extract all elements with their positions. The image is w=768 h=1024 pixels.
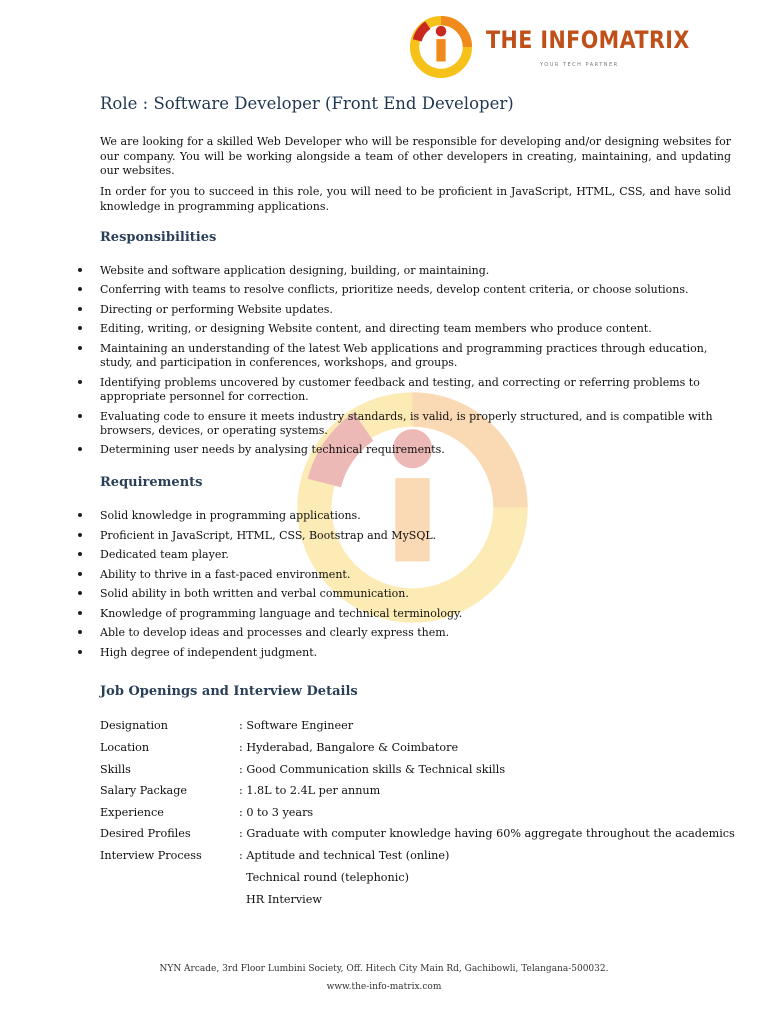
table-row: HR Interview xyxy=(246,893,322,906)
bullet-icon xyxy=(78,380,82,384)
bullet-icon xyxy=(78,552,82,556)
table-row: Skills : Good Communication skills & Technical skills xyxy=(100,763,506,776)
logo-tagline: YOUR TECH PARTNER xyxy=(540,62,619,68)
bullet-icon xyxy=(78,268,82,272)
bullet-icon xyxy=(78,326,82,330)
bullet-icon xyxy=(78,650,82,654)
logo-wordmark: THE INFOMATRIX xyxy=(486,26,690,54)
table-row: Location : Hyderabad, Bangalore & Coimbatore xyxy=(100,741,459,754)
bullet-icon xyxy=(78,414,82,418)
table-row: Salary Package : 1.8L to 2.4L per annum xyxy=(100,784,381,797)
role-title: Role : Software Developer (Front End Developer) xyxy=(100,94,514,113)
table-row: Interview Process : Aptitude and technical Test (online) xyxy=(100,849,450,862)
intro-paragraph-1: We are looking for a skilled Web Developer who will be responsible for developing and/or designing websites for our company. You will be working alongside a team of other developers in creating, maintaining, and updating our websites. xyxy=(100,135,731,177)
bullet-icon xyxy=(78,611,82,615)
table-row: Experience : 0 to 3 years xyxy=(100,806,314,819)
bullet-icon xyxy=(78,513,82,517)
footer-website-link[interactable]: www.the-info-matrix.com xyxy=(326,982,442,992)
infomatrix-logo-icon xyxy=(408,14,474,80)
table-row: Desired Profiles : Graduate with computer knowledge having 60% aggregate throughout the academics xyxy=(100,827,735,840)
bullet-icon xyxy=(78,591,82,595)
responsibilities-heading: Responsibilities xyxy=(100,230,217,245)
table-row: Designation : Software Engineer xyxy=(100,719,354,732)
bullet-icon xyxy=(78,287,82,291)
bullet-icon xyxy=(78,533,82,537)
bullet-icon xyxy=(78,630,82,634)
table-row: Technical round (telephonic) xyxy=(246,871,409,884)
requirements-heading: Requirements xyxy=(100,475,203,490)
bullet-icon xyxy=(78,572,82,576)
bullet-icon xyxy=(78,447,82,451)
bullet-icon xyxy=(78,307,82,311)
document-page: THE INFOMATRIX YOUR TECH PARTNER Role : Software Developer (Front End Developer) We are looking for a skilled Web Developer who will be responsible for developing and/or designing websites for our company. You will be working alongside a team of other developers in creating, maintaining, and updating our websites. In order for you to succeed in this role, you will need to be proficient in JavaScript, HTML, CSS, and have solid knowledge in programming applications. Responsibilities Website and software application designing, building, or maintaining. Conferring with teams to resolve conflicts, prioritize needs, develop content criteria, or choose solutions. Directing or performing Website updates. Editing, writing, or designing Website content, and directing team members who produce content. Maintaining an understanding of the latest Web applications and programming practices through education, study, and participation in conferences, workshops, and groups. Identifying problems uncovered by customer feedback and testing, and correcting or referring problems to appropriate personnel for correction. Evaluating code to ensure it meets industry standards, is valid, is properly structured, and is compatible with browsers, devices, or operating systems. Determining user needs by analysing technical requirements. Requirements Solid knowledge in programming applications. Proficient in JavaScript, HTML, CSS, Bootstrap and MySQL. Dedicated team player. Ability to thrive in a fast-paced environment. Solid ability in both written and verbal communication. Knowledge of programming language and technical terminology. Able to develop ideas and processes and clearly express them. High degree of independent judgment. Job Openings and Interview Details Designation : Software Engineer Location : Hyderabad, Bangalore & Coimbatore Skills : Good Communication skills & Technical skills Salary Package : 1.8L to 2.4L per annum Experience : 0 to 3 years Desired Profiles : Graduate with computer knowledge having 60% aggregate throughout the academics Interview Process : Aptitude and technical Test (online) Technical round (telephonic) HR Interview NYN Arcade, 3rd Floor Lumbini Society, Off. Hitech City Main Rd, Gachibowli, Telangana-500032. www.the-info-matrix.com xyxy=(0,0,768,1024)
company-logo xyxy=(408,14,698,80)
intro-paragraph-2: In order for you to succeed in this role, you will need to be proficient in JavaScript, HTML, CSS, and have solid knowledge in programming applications. xyxy=(100,185,731,213)
footer-address: NYN Arcade, 3rd Floor Lumbini Society, Off. Hitech City Main Rd, Gachibowli, Telangana-500032. xyxy=(159,964,609,974)
bullet-icon xyxy=(78,346,82,350)
job-details-heading: Job Openings and Interview Details xyxy=(100,684,358,699)
